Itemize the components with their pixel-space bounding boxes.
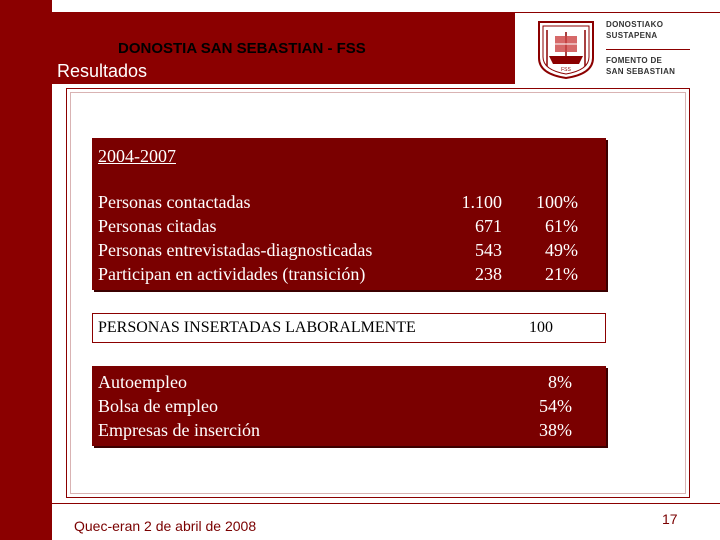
row-percent: 8% (548, 372, 572, 392)
period-heading: 2004-2007 (98, 146, 176, 166)
row-label: Personas entrevistadas-diagnosticadas (98, 240, 373, 260)
row-value: 543 (475, 240, 502, 260)
logo-line-2: SUSTAPENA (606, 31, 658, 40)
logo-divider (606, 49, 690, 50)
row-value: 671 (475, 216, 502, 236)
insertion-value: 100 (529, 319, 553, 336)
header-subtitle: DONOSTIA SAN SEBASTIAN - FSS (118, 40, 366, 57)
row-label: Empresas de inserción (98, 420, 260, 440)
row-percent: 100% (536, 192, 578, 212)
insertion-breakdown-block (92, 366, 606, 446)
logo-line-3: FOMENTO DE (606, 56, 663, 65)
row-label: Personas citadas (98, 216, 217, 236)
logo-line-4: SAN SEBASTIAN (606, 67, 676, 76)
row-label: Bolsa de empleo (98, 396, 218, 416)
row-percent: 49% (545, 240, 578, 260)
left-accent-bar (0, 0, 52, 540)
row-value: 238 (475, 264, 502, 284)
top-rule (0, 12, 720, 13)
insertion-label: PERSONAS INSERTADAS LABORALMENTE (98, 319, 416, 336)
footer-date: Quec-eran 2 de abril de 2008 (74, 518, 257, 534)
row-percent: 54% (539, 396, 572, 416)
results-block (92, 138, 606, 290)
page-number: 17 (662, 511, 678, 527)
bottom-rule (52, 503, 720, 504)
insertion-total-box (92, 313, 606, 343)
row-percent: 21% (545, 264, 578, 284)
row-value: 1.100 (461, 192, 502, 212)
row-label: Participan en actividades (transición) (98, 264, 366, 284)
page-title: Resultados (57, 61, 148, 81)
logo-seal-text: FSS (561, 67, 571, 73)
row-percent: 38% (539, 420, 572, 440)
logo-line-1: DONOSTIAKO (606, 20, 664, 29)
row-label: Personas contactadas (98, 192, 251, 212)
row-percent: 61% (545, 216, 578, 236)
row-label: Autoempleo (98, 372, 187, 392)
